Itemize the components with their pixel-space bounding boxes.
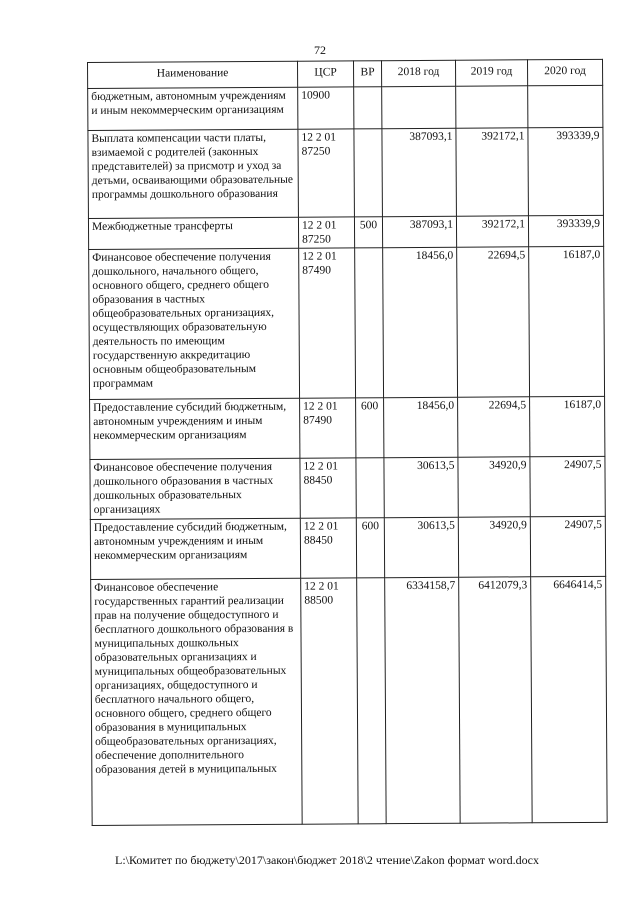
row-csr: 12 2 01 87490	[300, 398, 356, 458]
row-2020: 393339,9	[528, 127, 604, 215]
row-vr: 600	[356, 398, 384, 458]
row-2018: 30613,5	[384, 457, 458, 517]
row-2019: 22694,5	[458, 397, 530, 457]
row-2019: 34920,9	[458, 457, 530, 517]
page-number: 72	[314, 43, 326, 57]
row-2019: 392172,1	[456, 216, 528, 247]
row-2018: 387093,1	[382, 128, 457, 216]
row-csr: 12 2 01 88450	[300, 518, 356, 578]
table-row	[90, 396, 605, 459]
row-csr: 12 2 01 88500	[301, 578, 359, 824]
header-csr: ЦСР	[297, 61, 353, 87]
header-vr: ВР	[353, 61, 381, 87]
row-name: Финансовое обеспечение получения дошкольного образования в частных дошкольных образовательных организациях	[90, 458, 300, 519]
row-name: Межбюджетные трансферты	[88, 217, 298, 249]
table-row	[88, 127, 604, 218]
row-2020: 24907,5	[530, 456, 605, 516]
row-csr: 12 2 01 88450	[300, 458, 356, 518]
row-name: Выплата компенсации части платы, взимаемой с родителей (законных представителей) за присмотр и уход за детьми, осваивающими образовательные программы дошкольного образования	[88, 129, 299, 218]
row-vr	[355, 248, 384, 398]
row-2019: 392172,1	[456, 128, 529, 216]
row-name: Финансовое обеспечение получения дошкольного, начального общего, основного общего, среднего общего образования в частных общеобразовательных организациях, осуществляющих образовательную деятельность по имеющим государственную аккредитацию основным общеобразовательным программам	[89, 248, 300, 399]
row-csr: 10900	[298, 87, 354, 129]
row-vr: 500	[354, 217, 382, 248]
row-2020: 24907,5	[530, 516, 605, 576]
budget-table	[87, 59, 608, 826]
row-2018: 6334158,7	[385, 577, 461, 823]
row-vr	[354, 129, 383, 217]
row-2020: 6646414,5	[531, 576, 608, 822]
row-2018	[382, 86, 456, 128]
row-csr: 12 2 01 87250	[298, 129, 355, 217]
table-header-row	[88, 59, 603, 88]
header-2019: 2019 год	[455, 60, 527, 86]
row-vr	[356, 458, 384, 518]
row-2020	[528, 85, 603, 127]
table-row	[90, 516, 605, 579]
row-csr: 12 2 01 87250	[298, 217, 354, 248]
row-vr	[357, 578, 387, 824]
row-name: Предоставление субсидий бюджетным, автономным учреждениям и иным некоммерческим организациям	[90, 518, 300, 579]
row-2019: 6412079,3	[459, 577, 533, 823]
row-name: Финансовое обеспечение государственных гарантий реализации прав на получение общедоступного и бесплатного дошкольного образования в муниципальных дошкольных образовательных организациях и муниципальных общеобразовательных организациях, общедоступного и бесплатного начального общего, основного общего, среднего общего образования в муниципальных общеобразовательных организациях, обеспечение дополнительного образования детей в муниципальных	[91, 578, 302, 825]
row-name: бюджетным, автономным учреждениям и иным некоммерческим организациям	[88, 87, 298, 130]
row-vr	[354, 87, 382, 129]
table-row	[88, 85, 603, 130]
table-row	[90, 456, 605, 519]
row-2019	[456, 86, 528, 128]
row-2018: 18456,0	[384, 397, 458, 457]
row-csr: 12 2 01 87490	[299, 248, 356, 398]
row-name: Предоставление субсидий бюджетным, автономным учреждениям и иным некоммерческим организациям	[90, 398, 300, 459]
row-2018: 30613,5	[384, 517, 458, 577]
row-2020: 16187,0	[529, 246, 605, 396]
table-row	[89, 246, 605, 399]
row-vr: 600	[356, 518, 384, 578]
header-2018: 2018 год	[381, 60, 455, 86]
header-2020: 2020 год	[527, 59, 602, 85]
row-2020: 393339,9	[528, 215, 603, 246]
table-row	[91, 576, 607, 825]
file-path-footer: L:\Комитет по бюджету\2017\закон\бюджет 2018\2 чтение\Zakon формат word.docx	[115, 853, 539, 867]
row-2019: 34920,9	[458, 517, 530, 577]
table-row	[88, 215, 603, 249]
header-name: Наименование	[88, 61, 298, 88]
row-2018: 18456,0	[383, 247, 458, 397]
row-2020: 16187,0	[530, 396, 605, 456]
row-2018: 387093,1	[382, 216, 456, 247]
row-2019: 22694,5	[457, 247, 530, 397]
